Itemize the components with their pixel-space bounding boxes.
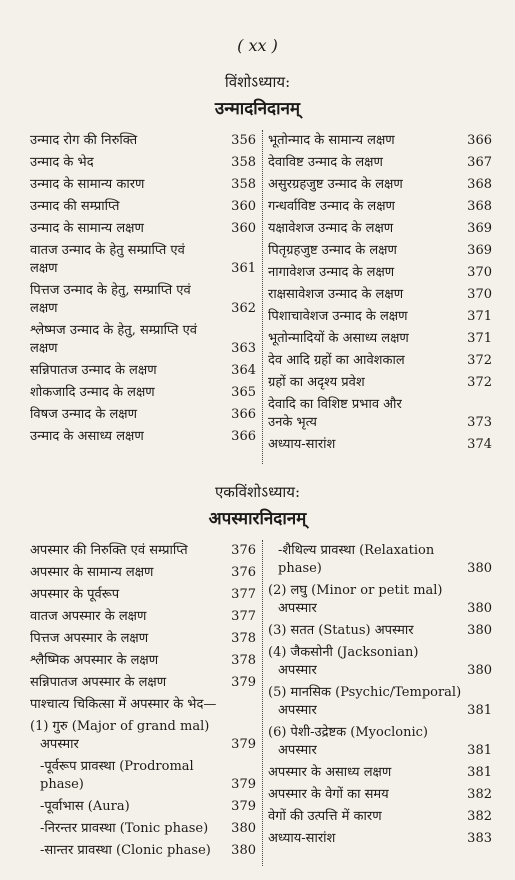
toc-entry-text: उन्माद के सामान्य लक्षण <box>30 221 144 236</box>
chapter-21-subtitle: एकविंशोऽध्याय: <box>214 483 301 501</box>
toc-entry <box>30 718 256 754</box>
toc-entry <box>30 842 256 860</box>
toc-page-number: 378 <box>231 631 256 646</box>
toc-page-number: 374 <box>467 437 492 452</box>
toc-entry-text: सन्निपातज उन्माद के लक्षण <box>30 363 157 378</box>
toc-page-number: 380 <box>467 623 492 638</box>
toc-page-number: 369 <box>467 221 492 236</box>
toc-entry-text: -निरन्तर प्रावस्था (Tonic phase) <box>40 821 209 836</box>
toc-page-number: 380 <box>467 663 492 678</box>
toc-entry-text: अध्याय-सारांश <box>268 437 336 452</box>
toc-page-number: 361 <box>231 261 256 276</box>
toc-page-number: 383 <box>467 831 492 846</box>
toc-entry <box>268 830 492 848</box>
toc-entry-text: phase) <box>40 777 84 792</box>
toc-page-number: 371 <box>467 309 492 324</box>
toc-entry-text: अपस्मार के असाध्य लक्षण <box>268 765 392 780</box>
toc-entry <box>268 264 492 282</box>
toc-entry-text: असुरग्रहजुष्ट उन्माद के लक्षण <box>268 177 403 192</box>
toc-entry <box>268 644 492 680</box>
toc-entry-text: अपस्मार के पूर्वरूप <box>30 587 120 602</box>
toc-page-number: 381 <box>467 703 492 718</box>
toc-entry-text: (2) लघु (Minor or petit mal) <box>268 583 443 598</box>
toc-entry <box>30 406 256 424</box>
toc-entry-text: अपस्मार <box>278 601 317 616</box>
toc-entry-text: भूतोन्मादियों के असाध्य लक्षण <box>268 331 409 346</box>
toc-page-number: 379 <box>231 777 256 792</box>
toc-entry <box>30 220 256 238</box>
toc-entry <box>30 176 256 194</box>
toc-page-number: 370 <box>467 265 492 280</box>
toc-entry <box>30 384 256 402</box>
toc-entry <box>30 820 256 838</box>
toc-page-number: 368 <box>467 177 492 192</box>
toc-entry <box>268 724 492 760</box>
toc-entry <box>30 282 256 318</box>
toc-page-number: 381 <box>467 743 492 758</box>
toc-entry-text: विषज उन्माद के लक्षण <box>30 407 137 422</box>
toc-entry-text: अपस्मार के वेगों का समय <box>268 787 389 802</box>
toc-page-number: 376 <box>231 543 256 558</box>
toc-entry <box>30 798 256 816</box>
toc-entry-text: सन्निपातज अपस्मार के लक्षण <box>30 675 167 690</box>
toc-entry-text: -पूर्वाभास (Aura) <box>40 799 130 814</box>
toc-entry <box>268 220 492 238</box>
toc-entry <box>268 684 492 720</box>
toc-page-number: 366 <box>231 407 256 422</box>
toc-page-number: 360 <box>231 199 256 214</box>
toc-page-number: 380 <box>231 843 256 858</box>
toc-entry <box>30 652 256 670</box>
toc-entry <box>30 630 256 648</box>
toc-entry <box>30 198 256 216</box>
toc-entry <box>268 374 492 392</box>
toc-entry-text: (4) जैकसोनी (Jacksonian) <box>268 645 419 660</box>
toc-entry <box>268 622 492 640</box>
toc-entry <box>30 586 256 604</box>
toc-page-number: 378 <box>231 653 256 668</box>
toc-page-number: 363 <box>231 341 256 356</box>
toc-entry-text: शोकजादि उन्माद के लक्षण <box>30 385 155 400</box>
toc-entry <box>30 674 256 692</box>
toc-entry-text: लक्षण <box>30 301 58 316</box>
toc-page-number: 371 <box>467 331 492 346</box>
toc-page-number: 368 <box>467 199 492 214</box>
toc-page-number: 366 <box>467 133 492 148</box>
toc-page-number: 379 <box>231 675 256 690</box>
toc-entry-text: (1) गुरु (Major of grand mal) <box>30 719 210 734</box>
toc-page-number: 356 <box>231 133 256 148</box>
toc-entry-text: वेगों की उत्पत्ति में कारण <box>268 809 382 824</box>
toc-entry-text: -सान्तर प्रावस्था (Clonic phase) <box>40 843 211 858</box>
toc-entry-text: श्लेष्मज उन्माद के हेतु, सम्प्राप्ति एवं <box>30 323 197 338</box>
toc-page-number: 373 <box>467 415 492 430</box>
toc-page-number: 358 <box>231 177 256 192</box>
toc-entry-text: गन्धर्वाविष्ट उन्माद के लक्षण <box>268 199 395 214</box>
toc-entry-text: (5) मानसिक (Psychic/Temporal) <box>268 685 462 700</box>
toc-page-number: 372 <box>467 353 492 368</box>
toc-entry-text: अपस्मार <box>40 737 79 752</box>
toc-entry <box>268 154 492 172</box>
toc-page-number: 367 <box>467 155 492 170</box>
toc-entry-text: पित्तज उन्माद के हेतु, सम्प्राप्ति एवं <box>30 283 191 298</box>
toc-page-number: 370 <box>467 287 492 302</box>
toc-entry <box>30 608 256 626</box>
toc-entry-text: -शैथिल्य प्रावस्था (Relaxation <box>278 543 435 558</box>
toc-page-number: 366 <box>231 429 256 444</box>
toc-entry-text: देव आदि ग्रहों का आवेशकाल <box>268 353 405 368</box>
toc-entry <box>268 582 492 618</box>
toc-entry-text: phase) <box>278 561 322 576</box>
toc-page-number: 379 <box>231 799 256 814</box>
toc-entry-text: ग्रहों का अदृश्य प्रवेश <box>268 375 365 390</box>
toc-entry <box>268 132 492 150</box>
toc-entry-text: भूतोन्माद के सामान्य लक्षण <box>268 133 395 148</box>
toc-entry-text: राक्षसावेशज उन्माद के लक्षण <box>268 287 404 302</box>
toc-entry-text: पाश्चात्य चिकित्सा में अपस्मार के भेद— <box>30 697 217 712</box>
toc-entry-text: (6) पेशी-उद्रेष्टक (Myoclonic) <box>268 725 428 740</box>
chapter-20-right-column <box>268 132 492 458</box>
toc-page-number: 382 <box>467 809 492 824</box>
toc-entry <box>268 176 492 194</box>
toc-entry <box>30 542 256 560</box>
toc-entry <box>30 132 256 150</box>
toc-entry <box>268 198 492 216</box>
toc-page-number: 381 <box>467 765 492 780</box>
toc-page-number: 380 <box>467 601 492 616</box>
toc-entry-text: लक्षण <box>30 341 58 356</box>
toc-page-number: 380 <box>231 821 256 836</box>
toc-page-number: 379 <box>231 737 256 752</box>
toc-page-number: 382 <box>467 787 492 802</box>
toc-entry-text: यक्षावेशज उन्माद के लक्षण <box>268 221 394 236</box>
toc-page-number: 380 <box>467 561 492 576</box>
toc-page-number: 364 <box>231 363 256 378</box>
toc-page-number: 358 <box>231 155 256 170</box>
toc-page-number: 377 <box>231 609 256 624</box>
toc-entry-text: नागावेशज उन्माद के लक्षण <box>268 265 395 280</box>
chapter-21-title: अपस्मारनिदानम् <box>208 509 307 529</box>
toc-page-number: 362 <box>231 301 256 316</box>
toc-entry <box>30 242 256 278</box>
chapter-20-title: उन्मादनिदानम् <box>214 99 301 119</box>
toc-entry-text: -पूर्वरूप प्रावस्था (Prodromal <box>40 759 194 774</box>
toc-entry-text: अपस्मार <box>278 743 317 758</box>
toc-entry-text: अपस्मार के सामान्य लक्षण <box>30 565 154 580</box>
toc-entry-text: अध्याय-सारांश <box>268 831 336 846</box>
toc-page-number: 360 <box>231 221 256 236</box>
chapter-21-right-column <box>268 542 492 852</box>
toc-entry-text: वातज उन्माद के हेतु सम्प्राप्ति एवं <box>30 243 185 258</box>
toc-entry <box>268 436 492 454</box>
toc-entry <box>268 808 492 826</box>
page-number: ( xx ) <box>237 36 278 55</box>
toc-page-number: 376 <box>231 565 256 580</box>
toc-entry <box>268 352 492 370</box>
toc-entry-text: उन्माद रोग की निरुक्ति <box>30 133 138 148</box>
toc-entry <box>268 786 492 804</box>
toc-entry <box>30 322 256 358</box>
toc-entry <box>30 428 256 446</box>
chapter-20-subtitle: विंशोऽध्याय: <box>224 73 291 91</box>
toc-entry <box>30 564 256 582</box>
toc-entry-text: उन्माद की सम्प्राप्ति <box>30 199 120 214</box>
toc-entry-text: उन्माद के असाध्य लक्षण <box>30 429 144 444</box>
toc-entry <box>30 154 256 172</box>
toc-entry-text: श्लैष्मिक अपस्मार के लक्षण <box>30 653 159 668</box>
toc-entry-text: अपस्मार <box>278 663 317 678</box>
toc-entry <box>268 286 492 304</box>
chapter-21-left-column <box>30 542 256 864</box>
toc-entry <box>268 396 492 432</box>
toc-entry-text: अपस्मार की निरुक्ति एवं सम्प्राप्ति <box>30 543 188 558</box>
toc-entry-text: वातज अपस्मार के लक्षण <box>30 609 147 624</box>
chapter-20-left-column <box>30 132 256 450</box>
toc-entry <box>268 330 492 348</box>
toc-page-number: 372 <box>467 375 492 390</box>
toc-entry-text: पिशाचावेशज उन्माद के लक्षण <box>268 309 408 324</box>
toc-entry-text: (3) सतत (Status) अपस्मार <box>268 623 414 638</box>
toc-entry <box>30 362 256 380</box>
toc-entry-text: पितृग्रहजुष्ट उन्माद के लक्षण <box>268 243 397 258</box>
toc-entry <box>268 308 492 326</box>
toc-page-number: 365 <box>231 385 256 400</box>
toc-entry-text: देवाविष्ट उन्माद के लक्षण <box>268 155 383 170</box>
column-divider <box>262 130 263 464</box>
toc-entry-text: उन्माद के भेद <box>30 155 94 170</box>
toc-entry-text: देवादि का विशिष्ट प्रभाव और <box>268 397 402 412</box>
toc-entry <box>268 764 492 782</box>
toc-entry-text: पित्तज अपस्मार के लक्षण <box>30 631 149 646</box>
toc-entry <box>30 758 256 794</box>
toc-entry-text: उनके भृत्य <box>268 415 317 430</box>
toc-entry-text: उन्माद के सामान्य कारण <box>30 177 145 192</box>
toc-entry <box>268 542 492 578</box>
toc-page-number: 377 <box>231 587 256 602</box>
toc-entry-text: लक्षण <box>30 261 58 276</box>
column-divider <box>262 540 263 866</box>
toc-page-number: 369 <box>467 243 492 258</box>
toc-entry-text: अपस्मार <box>278 703 317 718</box>
toc-entry <box>30 696 256 714</box>
toc-entry <box>268 242 492 260</box>
